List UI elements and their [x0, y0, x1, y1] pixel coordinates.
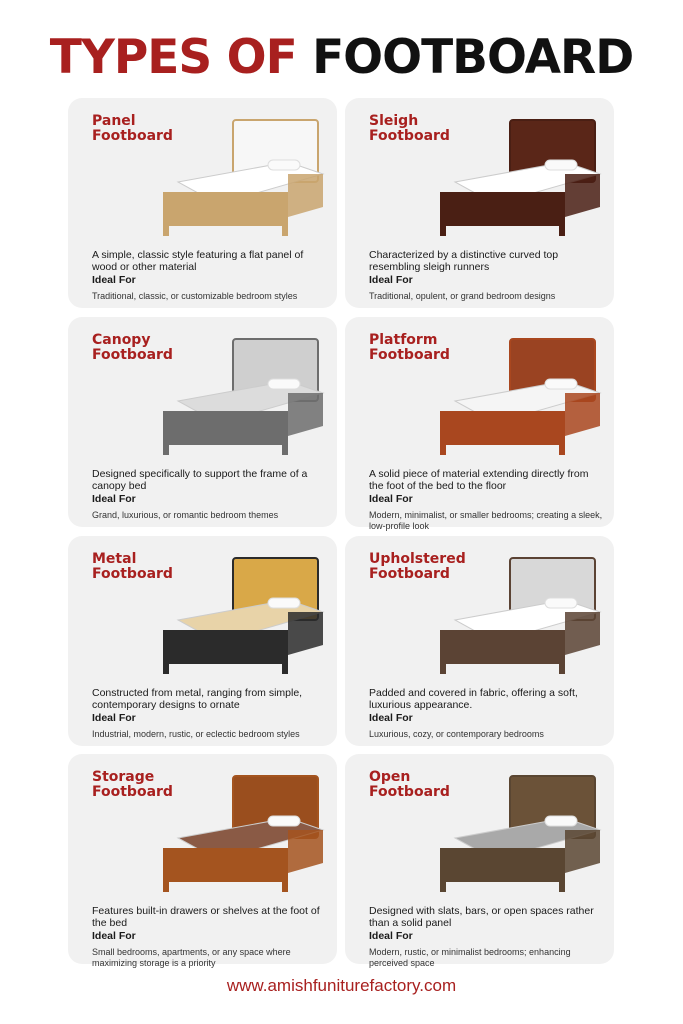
card-title-line2: Footboard: [369, 128, 450, 144]
card-description: Characterized by a distinctive curved top resembling sleigh runners: [369, 249, 559, 273]
right-leg: [559, 880, 565, 892]
ideal-for-text: Traditional, classic, or customizable bedroom styles: [92, 291, 298, 301]
ideal-for-label: Ideal For: [369, 712, 413, 724]
card-title-line1: Sleigh: [369, 113, 419, 129]
left-leg: [163, 662, 169, 674]
ideal-for-text: Small bedrooms, apartments, or any space where maximizing storage is a priority: [92, 947, 291, 968]
bed-image: [415, 112, 605, 240]
card-storage-footboard: [68, 754, 337, 968]
card-title-line1: Canopy: [92, 332, 151, 348]
bed-image: [138, 768, 328, 896]
bed-side: [565, 830, 600, 873]
footboard: [163, 192, 288, 226]
card-description: Features built-in drawers or shelves at the foot of the bed: [92, 905, 320, 929]
bed-image: [138, 550, 328, 678]
ideal-for-label: Ideal For: [92, 930, 136, 942]
ideal-for-label: Ideal For: [369, 930, 413, 942]
card-title-line1: Panel: [92, 113, 136, 129]
footboard: [163, 848, 288, 882]
pillow: [545, 598, 577, 608]
ideal-for-text: Traditional, opulent, or grand bedroom designs: [369, 291, 556, 301]
ideal-for-text: Grand, luxurious, or romantic bedroom themes: [92, 510, 279, 520]
card-open-footboard: [345, 754, 614, 968]
pillow: [545, 379, 577, 389]
left-leg: [440, 880, 446, 892]
ideal-for-label: Ideal For: [369, 493, 413, 505]
card-metal-footboard: [68, 536, 337, 746]
card-panel-footboard: [68, 98, 337, 308]
card-title-line1: Platform: [369, 332, 438, 348]
title-part-1: TYPES OF: [49, 30, 297, 85]
footboard: [440, 411, 565, 445]
card-title-line2: Footboard: [369, 566, 450, 582]
ideal-for-label: Ideal For: [92, 274, 136, 286]
right-leg: [559, 224, 565, 236]
bed-side: [288, 830, 323, 873]
card-title-line2: Footboard: [92, 128, 173, 144]
right-leg: [559, 443, 565, 455]
pillow: [268, 379, 300, 389]
right-leg: [282, 880, 288, 892]
footboard: [440, 630, 565, 664]
card-description: Constructed from metal, ranging from simple, contemporary designs to ornate: [92, 687, 303, 711]
card-title-line2: Footboard: [369, 784, 450, 800]
pillow: [268, 816, 300, 826]
card-title-line2: Footboard: [369, 347, 450, 363]
left-leg: [440, 662, 446, 674]
left-leg: [163, 880, 169, 892]
card-title-line1: Upholstered: [369, 551, 466, 567]
left-leg: [440, 224, 446, 236]
ideal-for-text: Modern, minimalist, or smaller bedrooms; creating a sleek, low-profile look: [369, 510, 603, 531]
card-title-line2: Footboard: [92, 566, 173, 582]
card-title-line2: Footboard: [92, 784, 173, 800]
title-part-2: FOOTBOARD: [312, 30, 634, 85]
left-leg: [163, 443, 169, 455]
card-description: Designed with slats, bars, or open spaces rather than a solid panel: [369, 905, 594, 929]
bed-image: [415, 331, 605, 459]
pillow: [545, 160, 577, 170]
card-title-line1: Metal: [92, 551, 137, 567]
website-url[interactable]: www.amishfuniturefactory.com: [226, 976, 457, 995]
ideal-for-label: Ideal For: [369, 274, 413, 286]
bed-side: [565, 393, 600, 436]
bed-image: [138, 331, 328, 459]
pillow: [268, 160, 300, 170]
footboard: [163, 630, 288, 664]
footboard: [440, 192, 565, 226]
bed-image: [415, 768, 605, 896]
ideal-for-label: Ideal For: [92, 493, 136, 505]
card-description: A solid piece of material extending directly from the foot of the bed to the floor: [369, 468, 589, 492]
pillow: [268, 598, 300, 608]
bed-side: [288, 612, 323, 655]
footboard: [163, 411, 288, 445]
page-title: [0, 28, 683, 88]
bed-side: [565, 612, 600, 655]
right-leg: [282, 662, 288, 674]
card-title-line1: Open: [369, 769, 411, 785]
footboard: [440, 848, 565, 882]
card-sleigh-footboard: [345, 98, 614, 308]
right-leg: [282, 443, 288, 455]
ideal-for-text: Luxurious, cozy, or contemporary bedrooms: [369, 729, 544, 739]
left-leg: [163, 224, 169, 236]
card-canopy-footboard: [68, 317, 337, 527]
card-title-line1: Storage: [92, 769, 155, 785]
bed-side: [565, 174, 600, 217]
card-title-line2: Footboard: [92, 347, 173, 363]
pillow: [545, 816, 577, 826]
ideal-for-text: Industrial, modern, rustic, or eclectic bedroom styles: [92, 729, 300, 739]
card-platform-footboard: [345, 317, 614, 531]
ideal-for-text: Modern, rustic, or minimalist bedrooms; enhancing perceived space: [369, 947, 571, 968]
bed-side: [288, 393, 323, 436]
bed-side: [288, 174, 323, 217]
card-description: Designed specifically to support the frame of a canopy bed: [92, 468, 308, 492]
card-description: A simple, classic style featuring a flat panel of wood or other material: [92, 249, 304, 273]
right-leg: [282, 224, 288, 236]
right-leg: [559, 662, 565, 674]
card-upholstered-footboard: [345, 536, 614, 746]
bed-image: [415, 550, 605, 678]
ideal-for-label: Ideal For: [92, 712, 136, 724]
bed-image: [138, 112, 328, 240]
card-description: Padded and covered in fabric, offering a soft, luxurious appearance.: [369, 687, 578, 711]
left-leg: [440, 443, 446, 455]
